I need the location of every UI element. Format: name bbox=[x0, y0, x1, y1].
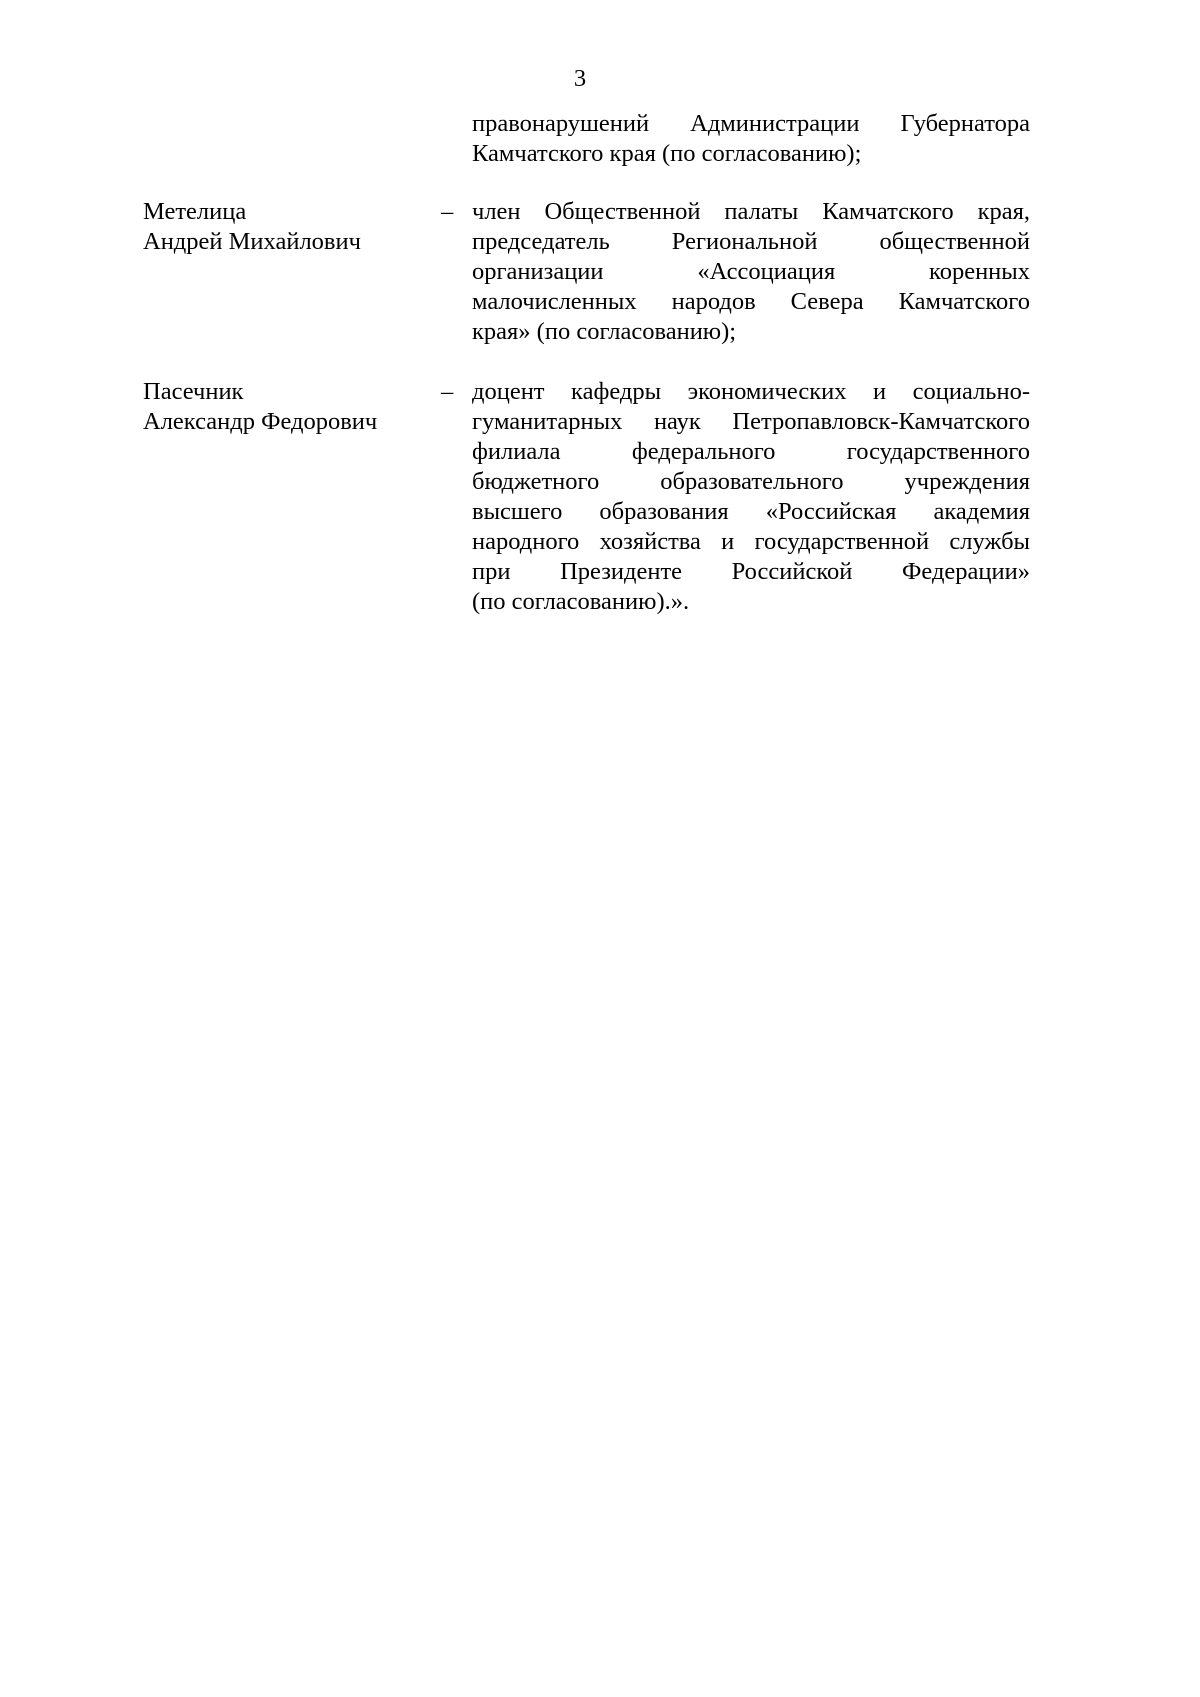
text-line: гуманитарных наук Петропавловск-Камчатского bbox=[472, 408, 1030, 435]
text-line: правонарушений Администрации Губернатора bbox=[472, 110, 1030, 137]
text-line: Камчатского края (по согласованию); bbox=[472, 140, 862, 167]
member-description bbox=[472, 197, 1030, 347]
member-given-name: Андрей Михайлович bbox=[143, 228, 361, 255]
text-line: доцент кафедры экономических и социально- bbox=[472, 378, 1030, 405]
text-line: (по согласованию).». bbox=[472, 588, 690, 615]
text-line: при Президенте Российской Федерации» bbox=[472, 558, 1030, 585]
text-line: организации «Ассоциация коренных bbox=[472, 258, 1030, 285]
dash: – bbox=[441, 198, 454, 225]
continuation-text bbox=[472, 109, 1030, 169]
text-line: высшего образования «Российская академия bbox=[472, 498, 1030, 525]
text-line: края» (по согласованию); bbox=[472, 318, 737, 345]
text-line: бюджетного образовательного учреждения bbox=[472, 468, 1030, 495]
member-given-name: Александр Федорович bbox=[143, 408, 378, 435]
text-line: председатель Региональной общественной bbox=[472, 228, 1030, 255]
text-line: народного хозяйства и государственной службы bbox=[472, 528, 1030, 555]
member-surname: Пасечник bbox=[143, 378, 244, 405]
dash: – bbox=[441, 378, 454, 405]
text-line: малочисленных народов Севера Камчатского bbox=[472, 288, 1030, 315]
text-line: член Общественной палаты Камчатского края, bbox=[472, 198, 1030, 225]
text-line: филиала федерального государственного bbox=[472, 438, 1030, 465]
member-surname: Метелица bbox=[143, 198, 247, 225]
member-name bbox=[143, 377, 423, 437]
page-number: 3 bbox=[573, 65, 587, 92]
member-description bbox=[472, 377, 1030, 617]
member-name bbox=[143, 197, 423, 257]
